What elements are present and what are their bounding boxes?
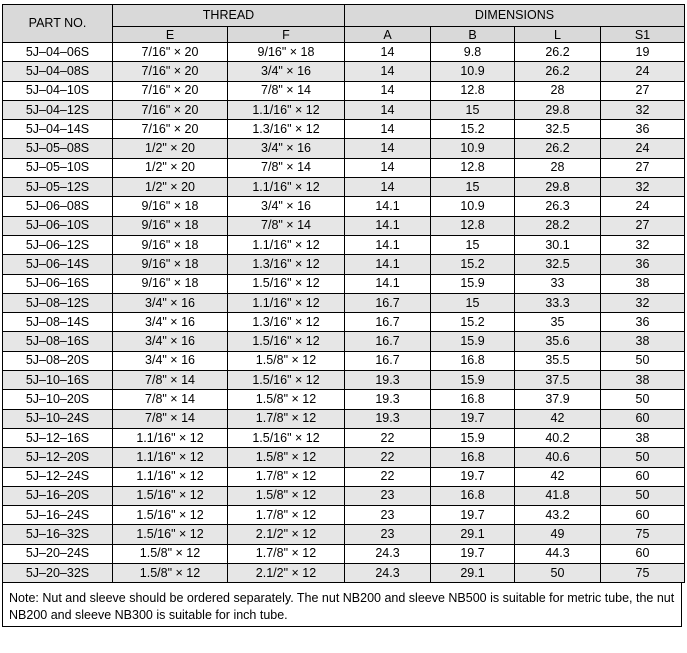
part-no-cell: 5J–20–32S [3, 564, 113, 583]
spec-sheet [2, 4, 684, 627]
part-no-cell: 5J–05–12S [3, 178, 113, 197]
dim-b-cell: 10.9 [431, 139, 515, 158]
column-header-e: E [113, 27, 228, 43]
dim-a-cell: 24.3 [345, 564, 431, 583]
dim-a-cell: 14.1 [345, 216, 431, 235]
part-no-cell: 5J–12–20S [3, 448, 113, 467]
dim-b-cell: 12.8 [431, 81, 515, 100]
thread-f-cell: 1.5/16" × 12 [228, 428, 345, 447]
dim-a-cell: 16.7 [345, 313, 431, 332]
dim-l-cell: 28 [515, 81, 601, 100]
thread-header: THREAD [113, 5, 345, 27]
thread-f-cell: 1.5/8" × 12 [228, 486, 345, 505]
column-header-b: B [431, 27, 515, 43]
dim-b-cell: 12.8 [431, 216, 515, 235]
part-no-cell: 5J–04–12S [3, 100, 113, 119]
table-row [3, 390, 685, 409]
dim-a-cell: 14 [345, 81, 431, 100]
dim-l-cell: 35.5 [515, 351, 601, 370]
dim-b-cell: 15 [431, 178, 515, 197]
dim-s1-cell: 36 [601, 120, 685, 139]
thread-e-cell: 1.1/16" × 12 [113, 467, 228, 486]
thread-f-cell: 7/8" × 14 [228, 81, 345, 100]
thread-e-cell: 7/16" × 20 [113, 120, 228, 139]
dim-a-cell: 23 [345, 525, 431, 544]
thread-e-cell: 7/16" × 20 [113, 62, 228, 81]
dim-b-cell: 10.9 [431, 197, 515, 216]
thread-e-cell: 7/8" × 14 [113, 390, 228, 409]
table-row [3, 81, 685, 100]
dim-a-cell: 16.7 [345, 293, 431, 312]
dim-s1-cell: 27 [601, 81, 685, 100]
part-no-cell: 5J–20–24S [3, 544, 113, 563]
table-row [3, 332, 685, 351]
thread-e-cell: 3/4" × 16 [113, 351, 228, 370]
dim-a-cell: 14.1 [345, 255, 431, 274]
dim-b-cell: 19.7 [431, 544, 515, 563]
dim-l-cell: 26.2 [515, 62, 601, 81]
dim-a-cell: 14.1 [345, 197, 431, 216]
dim-a-cell: 16.7 [345, 351, 431, 370]
part-no-cell: 5J–06–16S [3, 274, 113, 293]
part-no-cell: 5J–04–06S [3, 43, 113, 62]
dim-s1-cell: 75 [601, 564, 685, 583]
dim-s1-cell: 27 [601, 158, 685, 177]
ordering-note: Note: Nut and sleeve should be ordered separately. The nut NB200 and sleeve NB500 is suitable for metric tube, the nut NB200 and sleeve NB300 is suitable for inch tube. [2, 583, 682, 627]
table-row [3, 351, 685, 370]
part-no-cell: 5J–08–16S [3, 332, 113, 351]
part-no-cell: 5J–12–24S [3, 467, 113, 486]
table-row [3, 43, 685, 62]
table-row [3, 467, 685, 486]
thread-e-cell: 1.5/8" × 12 [113, 564, 228, 583]
dim-l-cell: 26.3 [515, 197, 601, 216]
thread-e-cell: 3/4" × 16 [113, 332, 228, 351]
part-no-cell: 5J–08–20S [3, 351, 113, 370]
dim-a-cell: 14 [345, 178, 431, 197]
thread-e-cell: 7/16" × 20 [113, 100, 228, 119]
dim-s1-cell: 24 [601, 139, 685, 158]
table-row [3, 428, 685, 447]
dim-b-cell: 15 [431, 293, 515, 312]
part-no-cell: 5J–08–12S [3, 293, 113, 312]
dim-b-cell: 15 [431, 235, 515, 254]
dim-s1-cell: 27 [601, 216, 685, 235]
part-no-cell: 5J–05–10S [3, 158, 113, 177]
part-no-cell: 5J–04–08S [3, 62, 113, 81]
thread-e-cell: 1.5/16" × 12 [113, 506, 228, 525]
table-row [3, 235, 685, 254]
table-row [3, 120, 685, 139]
table-row [3, 197, 685, 216]
table-row [3, 486, 685, 505]
dim-b-cell: 29.1 [431, 564, 515, 583]
column-header-f: F [228, 27, 345, 43]
thread-e-cell: 7/8" × 14 [113, 371, 228, 390]
dim-l-cell: 28 [515, 158, 601, 177]
thread-e-cell: 9/16" × 18 [113, 274, 228, 293]
dim-s1-cell: 60 [601, 409, 685, 428]
thread-f-cell: 1.7/8" × 12 [228, 544, 345, 563]
dim-l-cell: 26.2 [515, 43, 601, 62]
dim-s1-cell: 32 [601, 100, 685, 119]
dim-s1-cell: 32 [601, 293, 685, 312]
thread-f-cell: 1.5/8" × 12 [228, 390, 345, 409]
table-row [3, 313, 685, 332]
dim-s1-cell: 60 [601, 467, 685, 486]
dim-l-cell: 32.5 [515, 255, 601, 274]
dim-s1-cell: 50 [601, 448, 685, 467]
part-no-header: PART NO. [3, 5, 113, 43]
dim-a-cell: 22 [345, 448, 431, 467]
dim-l-cell: 35.6 [515, 332, 601, 351]
table-row [3, 139, 685, 158]
dim-a-cell: 14 [345, 100, 431, 119]
thread-f-cell: 7/8" × 14 [228, 158, 345, 177]
part-no-cell: 5J–06–10S [3, 216, 113, 235]
table-row [3, 448, 685, 467]
dim-b-cell: 9.8 [431, 43, 515, 62]
dim-a-cell: 23 [345, 486, 431, 505]
dim-a-cell: 14 [345, 43, 431, 62]
dim-l-cell: 37.9 [515, 390, 601, 409]
thread-f-cell: 2.1/2" × 12 [228, 525, 345, 544]
thread-f-cell: 1.1/16" × 12 [228, 178, 345, 197]
thread-e-cell: 7/16" × 20 [113, 43, 228, 62]
dim-b-cell: 15.2 [431, 313, 515, 332]
thread-e-cell: 7/16" × 20 [113, 81, 228, 100]
dim-b-cell: 16.8 [431, 390, 515, 409]
dim-l-cell: 33 [515, 274, 601, 293]
table-row [3, 293, 685, 312]
table-row [3, 158, 685, 177]
thread-f-cell: 1.5/8" × 12 [228, 448, 345, 467]
dim-b-cell: 15.9 [431, 371, 515, 390]
thread-e-cell: 3/4" × 16 [113, 313, 228, 332]
dim-s1-cell: 24 [601, 62, 685, 81]
dim-a-cell: 23 [345, 506, 431, 525]
thread-f-cell: 1.5/16" × 12 [228, 371, 345, 390]
part-no-cell: 5J–04–14S [3, 120, 113, 139]
dim-b-cell: 16.8 [431, 351, 515, 370]
thread-f-cell: 1.5/8" × 12 [228, 351, 345, 370]
thread-f-cell: 1.1/16" × 12 [228, 235, 345, 254]
table-header [3, 5, 685, 43]
dim-s1-cell: 38 [601, 332, 685, 351]
part-no-cell: 5J–06–14S [3, 255, 113, 274]
dim-l-cell: 41.8 [515, 486, 601, 505]
thread-e-cell: 7/8" × 14 [113, 409, 228, 428]
thread-f-cell: 1.1/16" × 12 [228, 100, 345, 119]
table-row [3, 216, 685, 235]
dim-b-cell: 15.2 [431, 120, 515, 139]
thread-f-cell: 1.5/16" × 12 [228, 332, 345, 351]
part-no-cell: 5J–16–20S [3, 486, 113, 505]
dim-a-cell: 14 [345, 62, 431, 81]
thread-e-cell: 1/2" × 20 [113, 139, 228, 158]
table-row [3, 409, 685, 428]
dim-l-cell: 29.8 [515, 178, 601, 197]
dim-l-cell: 40.6 [515, 448, 601, 467]
dim-a-cell: 14 [345, 120, 431, 139]
table-row [3, 178, 685, 197]
dim-b-cell: 19.7 [431, 506, 515, 525]
thread-f-cell: 3/4" × 16 [228, 197, 345, 216]
thread-e-cell: 9/16" × 18 [113, 235, 228, 254]
dim-a-cell: 14 [345, 139, 431, 158]
part-no-cell: 5J–12–16S [3, 428, 113, 447]
thread-e-cell: 1.5/16" × 12 [113, 525, 228, 544]
thread-f-cell: 1.7/8" × 12 [228, 506, 345, 525]
thread-e-cell: 1.1/16" × 12 [113, 428, 228, 447]
dim-a-cell: 19.3 [345, 371, 431, 390]
dimensions-header: DIMENSIONS [345, 5, 685, 27]
table-row [3, 564, 685, 583]
dim-l-cell: 40.2 [515, 428, 601, 447]
thread-e-cell: 9/16" × 18 [113, 197, 228, 216]
thread-f-cell: 1.3/16" × 12 [228, 255, 345, 274]
dim-b-cell: 19.7 [431, 409, 515, 428]
thread-f-cell: 7/8" × 14 [228, 216, 345, 235]
table-row [3, 544, 685, 563]
dim-b-cell: 15.9 [431, 274, 515, 293]
table-row [3, 62, 685, 81]
dim-s1-cell: 38 [601, 428, 685, 447]
thread-f-cell: 1.5/16" × 12 [228, 274, 345, 293]
part-no-cell: 5J–06–08S [3, 197, 113, 216]
dim-s1-cell: 38 [601, 371, 685, 390]
dim-s1-cell: 50 [601, 390, 685, 409]
dim-b-cell: 12.8 [431, 158, 515, 177]
dim-l-cell: 43.2 [515, 506, 601, 525]
thread-e-cell: 9/16" × 18 [113, 216, 228, 235]
thread-f-cell: 1.7/8" × 12 [228, 467, 345, 486]
part-no-cell: 5J–06–12S [3, 235, 113, 254]
table-row [3, 274, 685, 293]
fitting-dimensions-table [2, 4, 685, 583]
dim-l-cell: 29.8 [515, 100, 601, 119]
dim-s1-cell: 19 [601, 43, 685, 62]
dim-s1-cell: 50 [601, 486, 685, 505]
dim-a-cell: 24.3 [345, 544, 431, 563]
dim-s1-cell: 60 [601, 544, 685, 563]
thread-e-cell: 1.5/8" × 12 [113, 544, 228, 563]
dim-l-cell: 32.5 [515, 120, 601, 139]
thread-f-cell: 1.3/16" × 12 [228, 120, 345, 139]
dim-b-cell: 15.9 [431, 428, 515, 447]
thread-f-cell: 2.1/2" × 12 [228, 564, 345, 583]
dim-l-cell: 26.2 [515, 139, 601, 158]
thread-e-cell: 1/2" × 20 [113, 158, 228, 177]
thread-f-cell: 3/4" × 16 [228, 62, 345, 81]
thread-e-cell: 1.5/16" × 12 [113, 486, 228, 505]
dim-s1-cell: 75 [601, 525, 685, 544]
part-no-cell: 5J–08–14S [3, 313, 113, 332]
thread-f-cell: 3/4" × 16 [228, 139, 345, 158]
dim-b-cell: 15 [431, 100, 515, 119]
table-row [3, 371, 685, 390]
dim-a-cell: 14.1 [345, 235, 431, 254]
thread-e-cell: 1/2" × 20 [113, 178, 228, 197]
dim-l-cell: 49 [515, 525, 601, 544]
dim-b-cell: 19.7 [431, 467, 515, 486]
dim-l-cell: 35 [515, 313, 601, 332]
dim-a-cell: 19.3 [345, 409, 431, 428]
table-row [3, 506, 685, 525]
dim-s1-cell: 32 [601, 178, 685, 197]
thread-f-cell: 1.1/16" × 12 [228, 293, 345, 312]
thread-e-cell: 9/16" × 18 [113, 255, 228, 274]
dim-a-cell: 14.1 [345, 274, 431, 293]
part-no-cell: 5J–10–16S [3, 371, 113, 390]
dim-l-cell: 50 [515, 564, 601, 583]
dim-l-cell: 28.2 [515, 216, 601, 235]
dim-b-cell: 16.8 [431, 448, 515, 467]
part-no-cell: 5J–10–20S [3, 390, 113, 409]
dim-l-cell: 42 [515, 409, 601, 428]
dim-a-cell: 22 [345, 428, 431, 447]
thread-f-cell: 9/16" × 18 [228, 43, 345, 62]
dim-s1-cell: 50 [601, 351, 685, 370]
table-body [3, 43, 685, 583]
thread-f-cell: 1.7/8" × 12 [228, 409, 345, 428]
thread-f-cell: 1.3/16" × 12 [228, 313, 345, 332]
column-header-l: L [515, 27, 601, 43]
dim-a-cell: 22 [345, 467, 431, 486]
dim-s1-cell: 32 [601, 235, 685, 254]
dim-a-cell: 16.7 [345, 332, 431, 351]
dim-l-cell: 42 [515, 467, 601, 486]
dim-l-cell: 37.5 [515, 371, 601, 390]
part-no-cell: 5J–04–10S [3, 81, 113, 100]
dim-s1-cell: 36 [601, 255, 685, 274]
dim-s1-cell: 24 [601, 197, 685, 216]
table-row [3, 525, 685, 544]
dim-b-cell: 15.9 [431, 332, 515, 351]
dim-b-cell: 16.8 [431, 486, 515, 505]
part-no-cell: 5J–05–08S [3, 139, 113, 158]
dim-s1-cell: 60 [601, 506, 685, 525]
dim-l-cell: 30.1 [515, 235, 601, 254]
dim-s1-cell: 36 [601, 313, 685, 332]
dim-b-cell: 10.9 [431, 62, 515, 81]
dim-l-cell: 33.3 [515, 293, 601, 312]
dim-b-cell: 29.1 [431, 525, 515, 544]
table-row [3, 100, 685, 119]
dim-b-cell: 15.2 [431, 255, 515, 274]
table-row [3, 255, 685, 274]
part-no-cell: 5J–16–24S [3, 506, 113, 525]
dim-s1-cell: 38 [601, 274, 685, 293]
dim-l-cell: 44.3 [515, 544, 601, 563]
dim-a-cell: 19.3 [345, 390, 431, 409]
part-no-cell: 5J–16–32S [3, 525, 113, 544]
dim-a-cell: 14 [345, 158, 431, 177]
part-no-cell: 5J–10–24S [3, 409, 113, 428]
column-header-a: A [345, 27, 431, 43]
column-header-s1: S1 [601, 27, 685, 43]
thread-e-cell: 3/4" × 16 [113, 293, 228, 312]
thread-e-cell: 1.1/16" × 12 [113, 448, 228, 467]
